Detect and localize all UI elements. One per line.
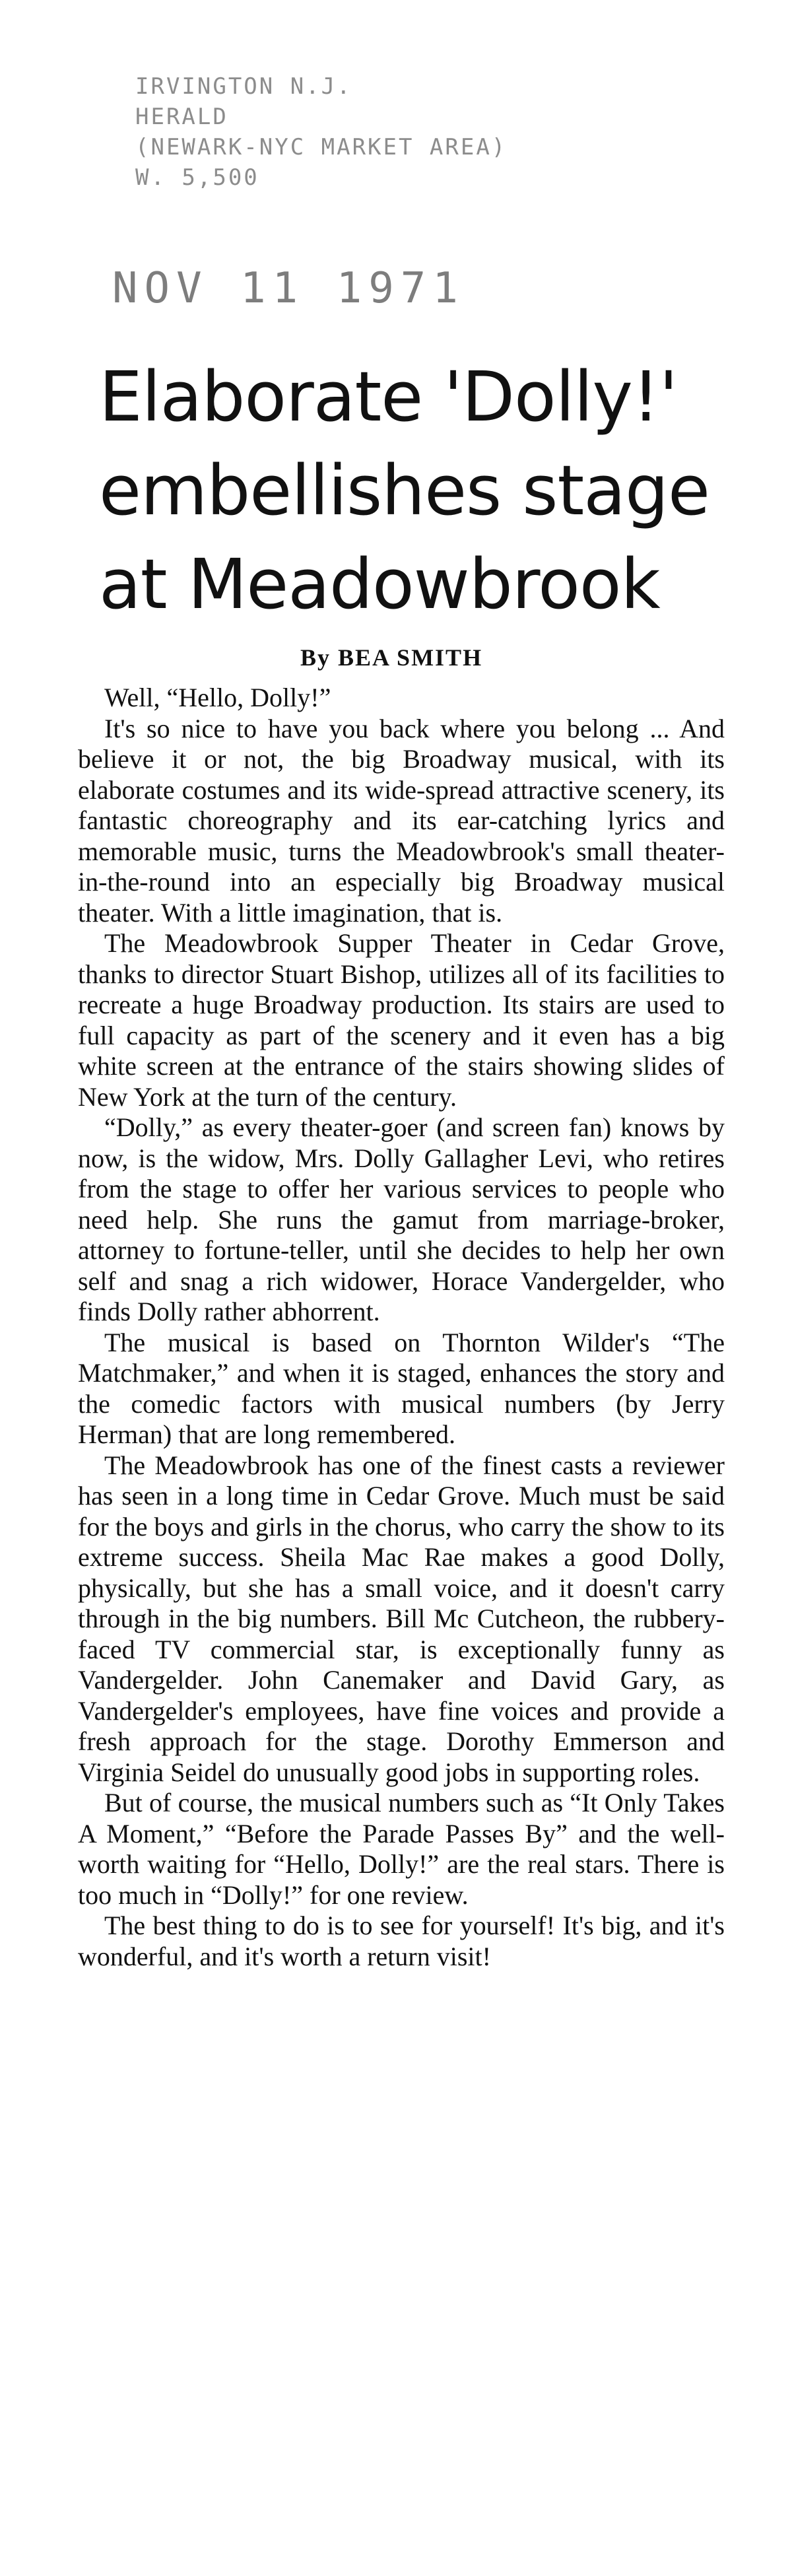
article-paragraph: It's so nice to have you back where you belong ... And believe it or not, the big Broadway musical, with its elaborate costumes and its wide-spread attractive scenery, its fantastic choreography and its ear-catching lyrics and memorable music, turns the Meadowbrook's small theater-in-the-round into an especially big Broadway musical theater. With a little imagination, that is.	[78, 713, 725, 928]
publication-stamp	[135, 71, 558, 193]
article-paragraph: The best thing to do is to see for yourself! It's big, and it's wonderful, and it's worth a return visit!	[78, 1911, 725, 1971]
stamp-paper-name: HERALD	[135, 104, 228, 130]
date-stamp: NOV 11 1971	[112, 264, 465, 313]
article-paragraph: The Meadowbrook has one of the finest casts a reviewer has seen in a long time in Cedar Grove. Much must be said for the boys and girls in the chorus, who carry the show to its extreme success. Sheila Mac Rae makes a good Dolly, physically, but she has a small voice, and it doesn't carry through in the big numbers. Bill Mc Cutcheon, the rubbery-faced TV commercial star, is exceptionally funny as Vandergelder. John Canemaker and David Gary, as Vandergelder's employees, have fine voices and provide a fresh approach for the stage. Dorothy Emmerson and Virginia Seidel do unusually good jobs in supporting roles.	[78, 1450, 725, 1787]
stamp-city: IRVINGTON N.J.	[135, 73, 352, 100]
article-body	[78, 683, 725, 1972]
headline	[99, 350, 726, 631]
article-paragraph: The Meadowbrook Supper Theater in Cedar Grove, thanks to director Stuart Bishop, utilizes all of its facilities to recreate a huge Broadway production. Its stairs are used to full capacity as part of the scenery and it even has a big white screen at the entrance of the stairs showing slides of New York at the turn of the century.	[78, 928, 725, 1112]
article-paragraph: Well, “Hello, Dolly!”	[104, 683, 331, 712]
headline-line-2: embellishes stage	[99, 450, 710, 531]
headline-line-3: at Meadowbrook	[99, 544, 660, 625]
stamp-circulation: W. 5,500	[135, 164, 259, 191]
article-paragraph: The musical is based on Thornton Wilder's “The Matchmaker,” and when it is staged, enhances the story and the comedic factors with musical numbers (by Jerry Herman) that are long remembered.	[78, 1327, 725, 1449]
article-paragraph: “Dolly,” as every theater-goer (and screen fan) knows by now, is the widow, Mrs. Dolly Gallagher Levi, who retires from the stage to offer her various services to people who need help. She runs the gamut from marriage-broker, attorney to fortune-teller, until she decides to help her own self and snag a rich widower, Horace Vandergelder, who finds Dolly rather abhorrent.	[78, 1112, 725, 1326]
byline: By BEA SMITH	[300, 644, 483, 671]
article-paragraph: But of course, the musical numbers such as “It Only Takes A Moment,” “Before the Parade Passes By” and the well-worth waiting for “Hello, Dolly!” are the real stars. There is too much in “Dolly!” for one review.	[78, 1788, 725, 1910]
stamp-market-area: (NEWARK-NYC MARKET AREA)	[135, 134, 508, 160]
headline-line-1: Elaborate 'Dolly!'	[99, 356, 678, 437]
